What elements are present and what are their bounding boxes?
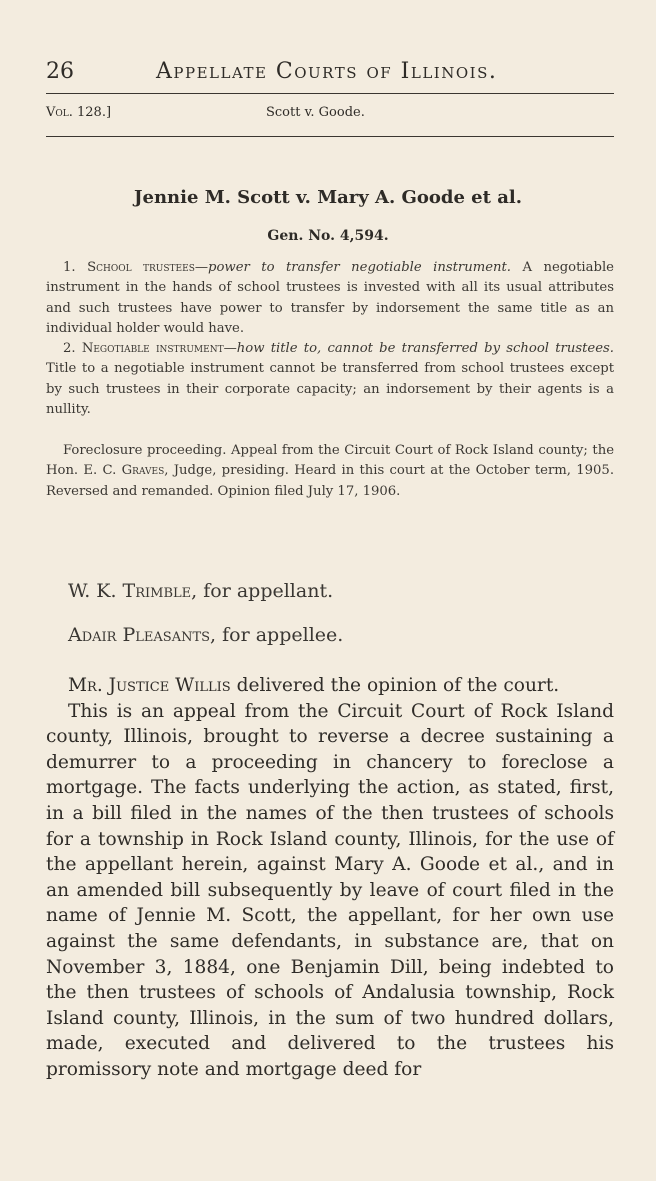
counsel-appellant: [68, 578, 333, 604]
counsel-name: Adair Pleasants: [68, 624, 211, 646]
page-number: 26: [46, 59, 74, 84]
procedural-text-before: Foreclosure proceeding. Appeal from the Circuit Court of Rock Island county; the Hon. E. C.: [46, 443, 614, 479]
headnote-2: 2. Negotiable instrument—how title to, cannot be transferred by school trustees. Title to a negotiable instrument cannot be transferred from school trustees except by such trustees in their corporate capacity; an indorsement by their agents is a nullity.: [46, 341, 614, 418]
headnote-holding: how title to, cannot be transferred by school trustees.: [236, 341, 614, 357]
counsel-role: , for appellant.: [191, 580, 334, 602]
procedural-paragraph: [46, 441, 614, 502]
headnote-number: 2.: [63, 341, 76, 357]
trial-judge-name: Graves: [121, 463, 165, 479]
running-title: Appellate Courts of Illinois.: [156, 59, 498, 84]
procedural-history: [46, 441, 614, 502]
headnote-topic: Negotiable instrument: [81, 341, 224, 357]
counsel-appellee: [68, 622, 343, 648]
procedural-text-after: , Judge, presiding. Heard in this court at the October term, 1905. Reversed and remanded. Opinion filed July 17, 1906.: [46, 463, 615, 499]
counsel-name: W. K. Trimble: [68, 580, 192, 602]
opinion-judge: Mr. Justice Willis: [68, 675, 231, 696]
headnote-holding: power to transfer negotiable instrument.: [208, 260, 511, 275]
headnotes: [46, 258, 614, 420]
headnote-topic: School trustees: [87, 260, 195, 275]
counsel-role: , for appellee.: [210, 624, 344, 646]
opinion: [46, 673, 614, 1083]
headnote-1: 1. School trustees—power to transfer negotiable instrument. A negotiable instrument in the hands of school trustees is invested with all its usual attributes and such trustees have power to transfer by indorsement the same title as an individual holder would have.: [46, 260, 614, 336]
case-short-title: Scott v. Goode.: [266, 105, 365, 120]
opinion-delivered-text: delivered the opinion of the court.: [230, 675, 560, 696]
volume-label: Vol. 128.]: [46, 105, 112, 120]
headnote-text: A negotiable instrument in the hands of school trustees is invested with all its usual attributes and such trustees have power to transfer by indorsement the same title as an individual holder would have.: [46, 260, 614, 336]
opinion-body: This is an appeal from the Circuit Court of Rock Island county, Illinois, brought to reverse a decree sustaining a demurrer to a proceeding in chancery to foreclose a mortgage. The facts underlying the action, as stated, first, in a bill filed in the names of the then trustees of schools for a township in Rock Island county, Illinois, for the use of the appellant herein, against Mary A. Goode et al., and in an amended bill subsequently by leave of court filed in the name of Jennie M. Scott, the appellant, for her own use against the same defendants, in substance are, that on November 3, 1884, one Benjamin Dill, being indebted to the then trustees of schools of Andalusia township, Rock Island county, Illinois, in the sum of two hundred dollars, made, executed and delivered to the trustees his promissory note and mortgage deed for: [46, 700, 614, 1080]
case-title: Jennie M. Scott v. Mary A. Goode et al.: [134, 187, 522, 208]
general-number: Gen. No. 4,594.: [267, 228, 389, 244]
header-rule-top: [46, 93, 614, 94]
header-rule-bottom: [46, 136, 614, 137]
headnote-number: 1.: [63, 260, 76, 275]
headnote-text: Title to a negotiable instrument cannot be transferred from school trustees except by such trustees in their corporate capacity; an indorsement by their agents is a nullity.: [46, 361, 614, 418]
opinion-delivered-line: [46, 673, 614, 699]
